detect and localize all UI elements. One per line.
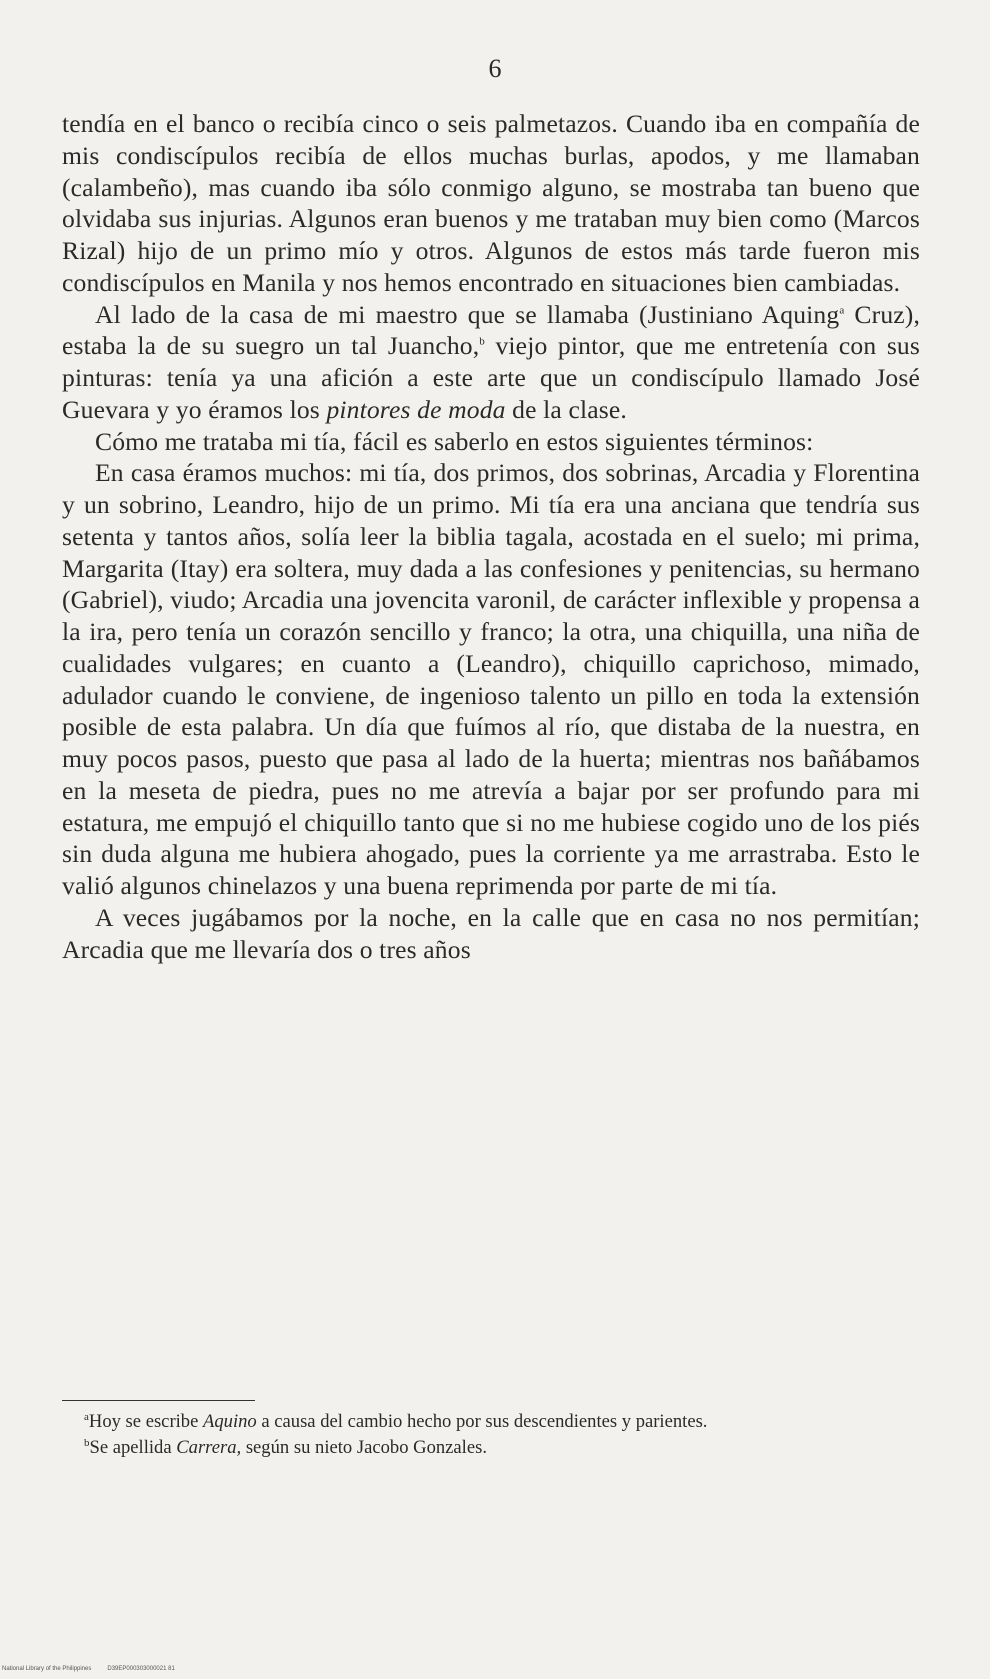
page-number: 6: [488, 54, 502, 83]
footnote-text: según su nieto Jacobo Gonzales.: [241, 1437, 487, 1458]
footnotes: [62, 1409, 920, 1461]
footnote-a: [62, 1409, 920, 1435]
footnote-marker: a: [84, 1410, 89, 1423]
footnote-ref-b: b: [479, 335, 485, 348]
paragraph-text: Cruz), estaba la de su suegro un tal Juancho,: [62, 299, 920, 361]
footnote-italic: Aquino: [203, 1411, 257, 1432]
scan-footer: [2, 1666, 191, 1672]
paragraph-household: En casa éramos muchos: mi tía, dos primos, dos sobrinas, Arcadia y Florentina y un sobrino, Leandro, hijo de un primo. Mi tía era una anciana que tendría sus setenta y tantos años, solía leer la biblia tagala, acostada en el suelo; mi prima, Margarita (Itay) era soltera, muy dada a las confesiones y penitencias, su hermano (Gabriel), viudo; Arcadia una jovencita varonil, de carácter inflexible y propensa a la ira, pero tenía un corazón sencillo y franco; la otra, una chiquilla, una niña de cualidades vulgares; en cuanto a (Leandro), chiquillo caprichoso, mimado, adulador cuando le conviene, de ingenioso talento un pillo en toda la extensión posible de esta palabra. Un día que fuímos al río, que distaba de la nuestra, en muy pocos pasos, puesto que pasa al lado de la huerta; mientras nos bañábamos en la meseta de piedra, pues no me atrevía a bajar por ser profundo para mi estatura, me empujó el chiquillo tanto que si no me hubiese cogido uno de los piés sin duda alguna me hubiera ahogado, pues la corriente ya me arrastraba. Esto le valió algunos chinelazos y una buena reprimenda por parte de mi tía.: [62, 458, 920, 900]
paragraph-text: viejo pintor, que me entretenía con sus pinturas: tenía ya una afición a este arte que un condiscípulo llamado José Guevara y yo éramos los: [62, 331, 920, 424]
footnote-ref-a: a: [839, 303, 845, 316]
footnote-text: Hoy se escribe: [88, 1411, 203, 1432]
footnote-text: a causa del cambio hecho por sus descendientes y parientes.: [256, 1411, 708, 1432]
footnote-b: [62, 1435, 920, 1461]
footer-library: National Library of the Philippines: [2, 1666, 92, 1672]
paragraph-text: Al lado de la casa de mi maestro que se llamaba (Justiniano Aquing: [95, 299, 840, 329]
paragraph-text: Cuando iba en compañía de mis condiscípulos recibía de ellos muchas burlas, apodos, y me llamaban (calambeño), mas cuando iba sólo conmigo alguno, se mostraba tan bueno que olvidaba sus injurias. Algunos eran buenos y me trataban muy bien como (Marcos Rizal) hijo de un primo mío y otros. Algunos de estos más tarde fueron mis condiscípulos en Manila y nos hemos encontrado en situaciones bien cambiadas.: [62, 109, 920, 297]
paragraph-continuation: [62, 108, 920, 299]
body-text: [62, 108, 920, 965]
footer-code: D39EP000303000021 81: [107, 1666, 175, 1672]
footnote-text: Se apellida: [89, 1437, 177, 1458]
paragraph-first-line: tendía en el banco o recibía cinco o seis palmetazos.: [62, 109, 618, 138]
paragraph-text: de la clase.: [505, 394, 627, 424]
footnote-separator: [62, 1400, 255, 1401]
italic-phrase: pintores de moda: [326, 394, 506, 424]
paragraph-night-games: A veces jugábamos por la noche, en la calle que en casa no nos permitían; Arcadia que me llevaría dos o tres años: [62, 902, 920, 964]
footnote-italic: Carrera,: [176, 1437, 242, 1458]
paragraph-aunt: Cómo me trataba mi tía, fácil es saberlo en estos siguientes términos:: [95, 426, 814, 456]
footnote-marker: b: [84, 1436, 90, 1449]
paragraph-teacher: [62, 299, 920, 426]
